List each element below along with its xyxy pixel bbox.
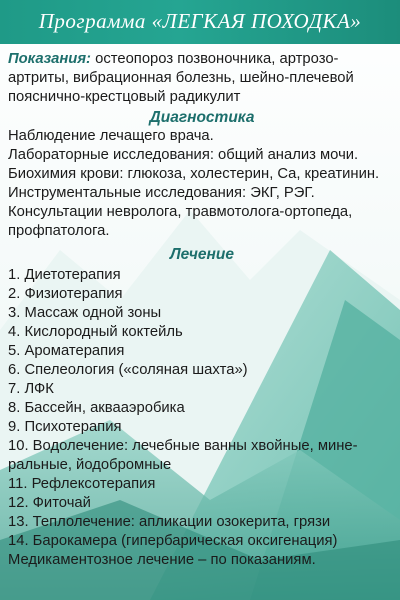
list-item: 12. Фиточай <box>8 495 91 511</box>
indications-line-2: артриты, вибрационная болезнь, шейно-плечевой <box>8 70 354 86</box>
list-item: 6. Спелеология («соляная шахта») <box>8 362 248 378</box>
indications-paragraph <box>8 50 396 69</box>
diagnostics-line: Биохимия крови: глюкоза, холестерин, Ca, креатинин. <box>8 166 380 182</box>
indications-line-3: пояснично-крестцовый радикулит <box>8 89 241 105</box>
diagnostics-line: профпатолога. <box>8 223 110 239</box>
treatment-list <box>8 266 396 551</box>
diagnostics-line: Лабораторные исследования: общий анализ мочи. <box>8 147 359 163</box>
list-item: 11. Рефлексотерапия <box>8 476 156 492</box>
program-content <box>8 50 396 570</box>
indications-line-1: остеопороз позвоночника, артрозо- <box>91 51 339 67</box>
diagnostics-line: Консультации невролога, травмотолога-ортопеда, <box>8 204 353 220</box>
list-item: 9. Психотерапия <box>8 419 122 435</box>
diagnostics-heading: Диагностика <box>149 109 255 126</box>
list-item: 7. ЛФК <box>8 381 54 397</box>
list-item: ральные, йодобромные <box>8 457 172 473</box>
list-item: 10. Водолечение: лечебные ванны хвойные, мине- <box>8 438 358 454</box>
treatment-footer: Медикаментозное лечение – по показаниям. <box>8 552 316 568</box>
treatment-heading: Лечение <box>170 246 234 263</box>
diagnostics-line: Инструментальные исследования: ЭКГ, РЭГ. <box>8 185 315 201</box>
list-item: 4. Кислородный коктейль <box>8 324 183 340</box>
list-item: 1. Диетотерапия <box>8 267 121 283</box>
list-item: 5. Ароматерапия <box>8 343 125 359</box>
list-item: 8. Бассейн, аквааэробика <box>8 400 185 416</box>
program-header <box>0 0 400 44</box>
diagnostics-line: Наблюдение лечащего врача. <box>8 128 214 144</box>
list-item: 3. Массаж одной зоны <box>8 305 162 321</box>
indications-term: Показания: <box>8 51 91 67</box>
list-item: 14. Барокамера (гипербарическая оксигенация) <box>8 533 338 549</box>
program-title: Программа «ЛЕГКАЯ ПОХОДКА» <box>38 9 362 33</box>
list-item: 13. Теплолечение: апликации озокерита, грязи <box>8 514 331 530</box>
list-item: 2. Физиотерапия <box>8 286 123 302</box>
